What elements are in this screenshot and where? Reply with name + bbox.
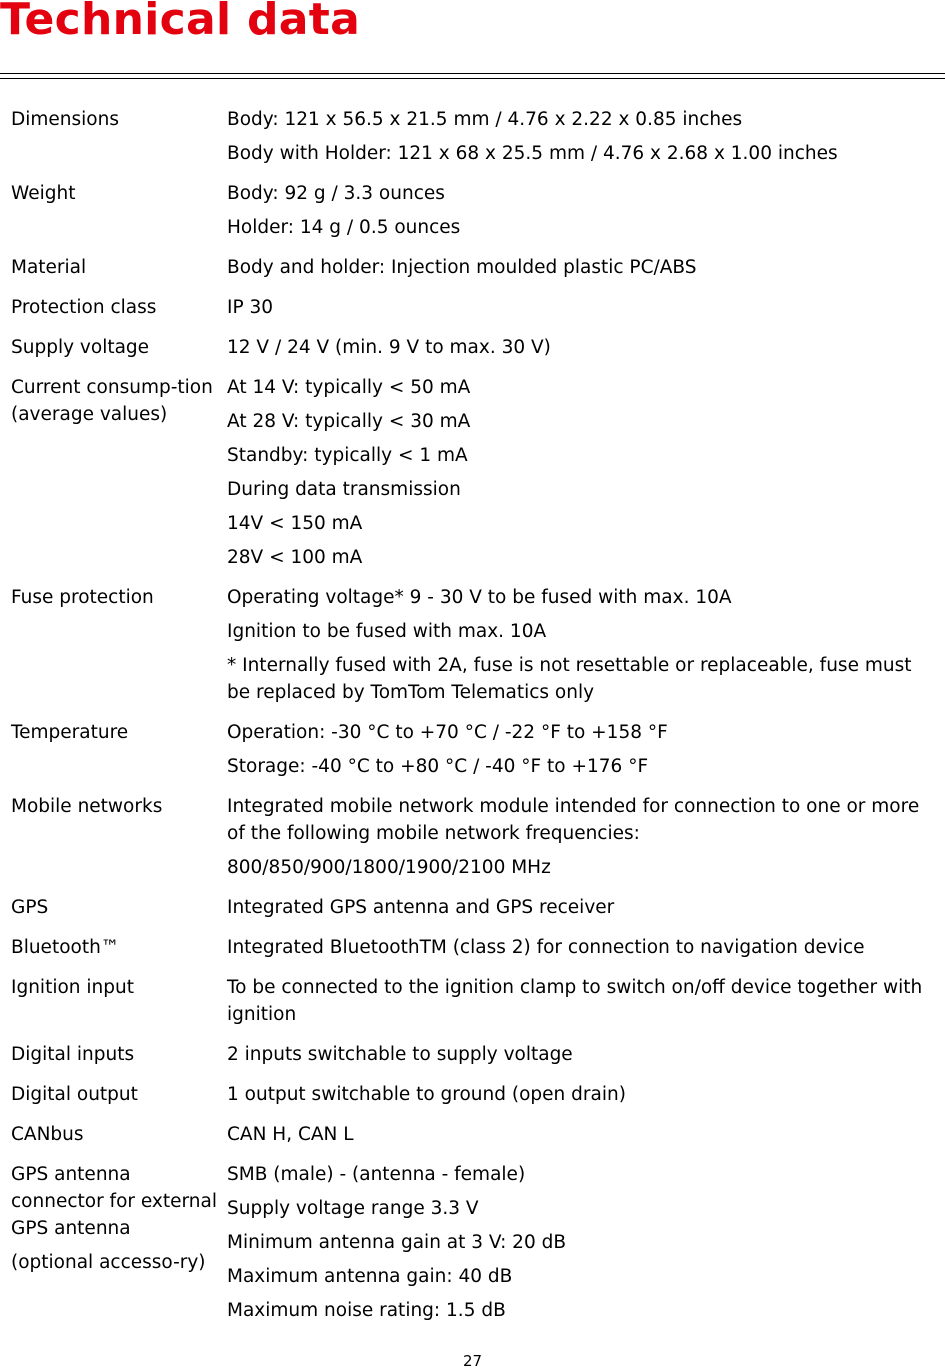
spec-label (11, 719, 227, 780)
spec-row (11, 934, 931, 961)
spec-values (227, 1121, 931, 1148)
spec-value: Body: 121 x 56.5 x 21.5 mm / 4.76 x 2.22 x 0.85 inches (227, 109, 743, 130)
spec-value: Storage: -40 °C to +80 °C / -40 °F to +176 °F (227, 756, 649, 777)
spec-label (11, 106, 227, 167)
spec-row (11, 254, 931, 281)
spec-label (11, 1121, 227, 1148)
spec-values (227, 1041, 931, 1068)
spec-value: Integrated BluetoothTM (class 2) for connection to navigation device (227, 937, 865, 958)
spec-values (227, 1081, 931, 1108)
spec-value: Integrated GPS antenna and GPS receiver (227, 897, 615, 918)
spec-label (11, 254, 227, 281)
spec-label (11, 793, 227, 881)
spec-values (227, 180, 931, 241)
spec-values (227, 254, 931, 281)
spec-label (11, 1161, 227, 1324)
spec-values (227, 294, 931, 321)
spec-value: During data transmission (227, 479, 461, 500)
spec-value: 2 inputs switchable to supply voltage (227, 1044, 573, 1065)
spec-value: Ignition to be fused with max. 10A (227, 621, 547, 642)
spec-label (11, 334, 227, 361)
spec-row (11, 1161, 931, 1324)
spec-label-line: Fuse protection (11, 587, 154, 608)
spec-values (227, 894, 931, 921)
spec-label (11, 1081, 227, 1108)
spec-value: Standby: typically < 1 mA (227, 445, 468, 466)
page-title: Technical data (0, 0, 361, 45)
spec-label (11, 374, 227, 571)
spec-label-line: Digital inputs (11, 1044, 135, 1065)
spec-values (227, 374, 931, 571)
spec-row (11, 334, 931, 361)
spec-row (11, 584, 931, 706)
spec-value: Supply voltage range 3.3 V (227, 1198, 479, 1219)
spec-label-line: CANbus (11, 1124, 84, 1145)
spec-values (227, 974, 931, 1028)
spec-value: Integrated mobile network module intended for connection to one or more of the following mobile network frequencies: (227, 796, 920, 844)
spec-value: Minimum antenna gain at 3 V: 20 dB (227, 1232, 567, 1253)
spec-label-line: Supply voltage (11, 337, 150, 358)
spec-row (11, 374, 931, 571)
spec-label-line: Bluetooth™ (11, 937, 120, 958)
spec-row (11, 1041, 931, 1068)
spec-values (227, 106, 931, 167)
spec-row (11, 793, 931, 881)
spec-value: 800/850/900/1800/1900/2100 MHz (227, 857, 551, 878)
title-rule-top (0, 73, 945, 74)
spec-value: Maximum antenna gain: 40 dB (227, 1266, 513, 1287)
spec-label-line: Protection class (11, 297, 157, 318)
spec-value: Body with Holder: 121 x 68 x 25.5 mm / 4.76 x 2.68 x 1.00 inches (227, 143, 838, 164)
spec-label-line: GPS (11, 897, 49, 918)
spec-value: 12 V / 24 V (min. 9 V to max. 30 V) (227, 337, 551, 358)
spec-label-line: GPS antenna connector for external GPS antenna (11, 1164, 217, 1239)
spec-values (227, 334, 931, 361)
spec-row (11, 180, 931, 241)
spec-values (227, 793, 931, 881)
spec-row (11, 974, 931, 1028)
spec-table (11, 106, 931, 1337)
spec-value: At 28 V: typically < 30 mA (227, 411, 471, 432)
spec-label-line: Dimensions (11, 109, 119, 130)
spec-value: 1 output switchable to ground (open drain) (227, 1084, 626, 1105)
spec-row (11, 294, 931, 321)
spec-label-line: Current consump-tion (average values) (11, 377, 213, 425)
spec-label-line: Ignition input (11, 977, 134, 998)
spec-row (11, 894, 931, 921)
spec-value: IP 30 (227, 297, 274, 318)
spec-values (227, 934, 931, 961)
spec-value: Operating voltage* 9 - 30 V to be fused with max. 10A (227, 587, 732, 608)
spec-value: Body: 92 g / 3.3 ounces (227, 183, 445, 204)
spec-label (11, 894, 227, 921)
spec-label-line: (optional accesso-ry) (11, 1252, 206, 1273)
spec-row (11, 106, 931, 167)
page-number: 27 (462, 1352, 483, 1370)
spec-value: Body and holder: Injection moulded plastic PC/ABS (227, 257, 697, 278)
spec-label (11, 974, 227, 1028)
spec-value: To be connected to the ignition clamp to switch on/off device together with ignition (227, 977, 923, 1025)
spec-value: SMB (male) - (antenna - female) (227, 1164, 526, 1185)
spec-value: Holder: 14 g / 0.5 ounces (227, 217, 461, 238)
spec-label (11, 1041, 227, 1068)
spec-label-line: Material (11, 257, 87, 278)
spec-label-line: Weight (11, 183, 76, 204)
spec-row (11, 1081, 931, 1108)
spec-label (11, 934, 227, 961)
spec-value: 14V < 150 mA (227, 513, 363, 534)
spec-row (11, 719, 931, 780)
spec-value: * Internally fused with 2A, fuse is not resettable or replaceable, fuse must be replaced by TomTom Telematics only (227, 655, 912, 703)
spec-value: CAN H, CAN L (227, 1124, 354, 1145)
spec-label-line: Temperature (11, 722, 129, 743)
spec-value: At 14 V: typically < 50 mA (227, 377, 471, 398)
spec-value: 28V < 100 mA (227, 547, 363, 568)
spec-label-line: Digital output (11, 1084, 138, 1105)
spec-label (11, 180, 227, 241)
spec-values (227, 1161, 931, 1324)
spec-values (227, 719, 931, 780)
spec-value: Operation: -30 °C to +70 °C / -22 °F to +158 °F (227, 722, 668, 743)
spec-label-line: Mobile networks (11, 796, 163, 817)
title-rule-bottom (0, 78, 945, 79)
spec-value: Maximum noise rating: 1.5 dB (227, 1300, 506, 1321)
spec-row (11, 1121, 931, 1148)
spec-label (11, 584, 227, 706)
spec-values (227, 584, 931, 706)
spec-label (11, 294, 227, 321)
